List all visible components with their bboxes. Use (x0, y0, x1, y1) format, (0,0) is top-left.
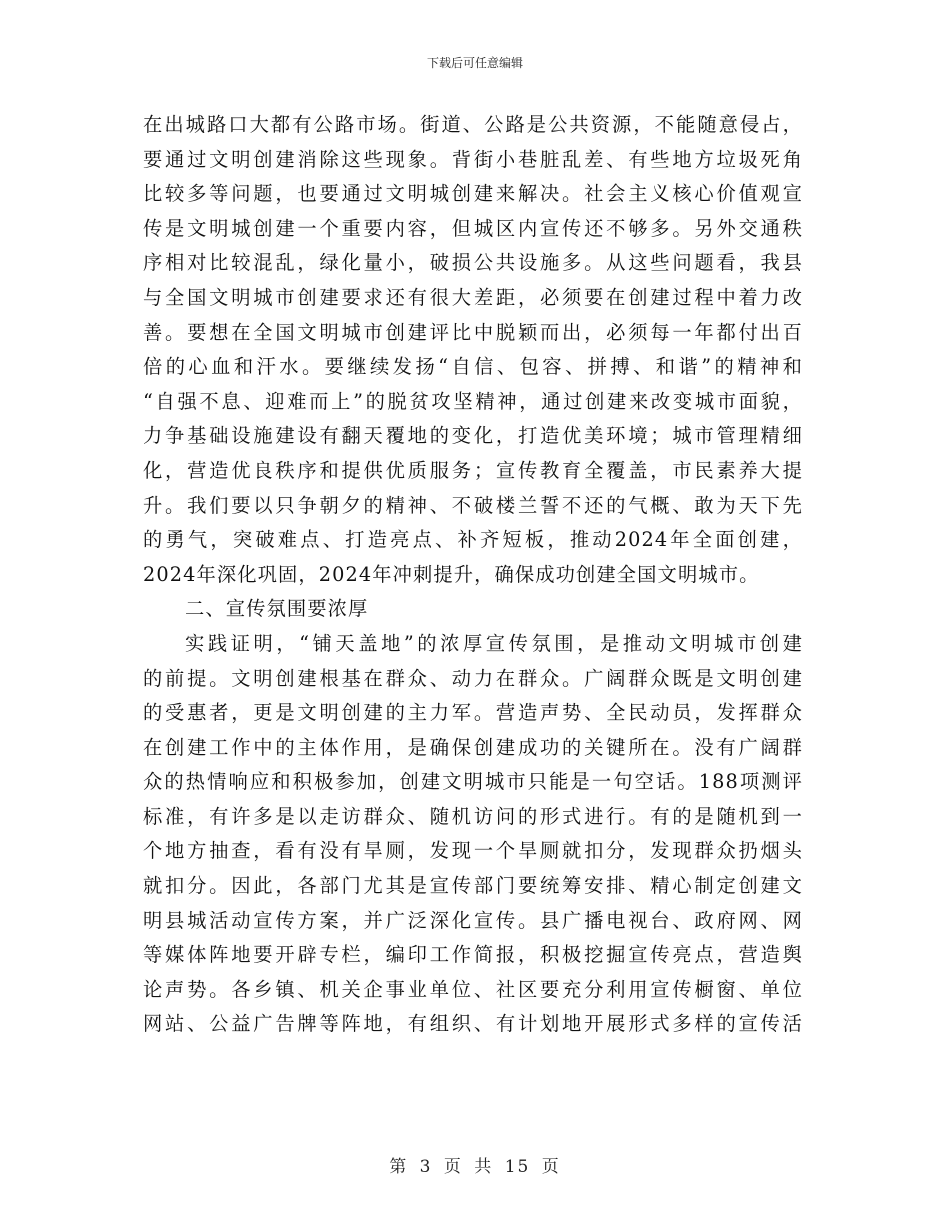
text-line: 升。我们要以只争朝夕的精神、不破楼兰誓不还的气概、敢为天下先 (143, 493, 803, 517)
text-line: 等媒体阵地要开辟专栏，编印工作简报，积极挖掘宣传亮点，营造舆 (143, 943, 803, 967)
page-header: 下载后可任意编辑 (426, 56, 523, 70)
text-line: 网站、公益广告牌等阵地，有组织、有计划地开展形式多样的宣传活 (143, 1012, 803, 1036)
text-line: 的勇气，突破难点、打造亮点、补齐短板，推动2024年全面创建， (143, 528, 803, 552)
text-line: 要通过文明创建消除这些现象。背街小巷脏乱差、有些地方垃圾死角 (143, 147, 803, 171)
text-line: 就扣分。因此，各部门尤其是宣传部门要统筹安排、精心制定创建文 (143, 874, 803, 898)
text-line: “自强不息、迎难而上”的脱贫攻坚精神，通过创建来改变城市面貌， (143, 389, 803, 413)
text-line: 众的热情响应和积极参加，创建文明城市只能是一句空话。188项测评 (143, 770, 803, 794)
document-body (143, 108, 803, 1042)
page-number-footer: 第 3 页 共 15 页 (389, 1157, 561, 1177)
text-line: 比较多等问题，也要通过文明城创建来解决。社会主义核心价值观宣 (143, 182, 803, 206)
text-line: 标准，有许多是以走访群众、随机访问的形式进行。有的是随机到一 (143, 804, 803, 828)
text-line: 与全国文明城市创建要求还有很大差距，必须要在创建过程中着力改 (143, 285, 803, 309)
text-line: 明县城活动宣传方案，并广泛深化宣传。县广播电视台、政府网、网 (143, 908, 803, 932)
text-line: 的受惠者，更是文明创建的主力军。营造声势、全民动员，发挥群众 (143, 701, 803, 725)
text-line: 力争基础设施建设有翻天覆地的变化，打造优美环境；城市管理精细 (143, 424, 803, 448)
text-line: 倍的心血和汗水。要继续发扬“自信、包容、拼搏、和谐”的精神和 (143, 355, 803, 379)
text-line: 化，营造优良秩序和提供优质服务；宣传教育全覆盖，市民素养大提 (143, 458, 803, 482)
text-line: 在创建工作中的主体作用，是确保创建成功的关键所在。没有广阔群 (143, 735, 803, 759)
text-line: 的前提。文明创建根基在群众、动力在群众。广阔群众既是文明创建 (143, 666, 803, 690)
text-line: 序相对比较混乱，绿化量小，破损公共设施多。从这些问题看，我县 (143, 251, 803, 275)
text-line: 个地方抽查，看有没有旱厕，发现一个旱厕就扣分，发现群众扔烟头 (143, 839, 803, 863)
text-line: 2024年深化巩固，2024年冲刺提升，确保成功创建全国文明城市。 (143, 562, 760, 586)
text-line: 在出城路口大都有公路市场。街道、公路是公共资源，不能随意侵占， (143, 113, 803, 136)
text-line: 论声势。各乡镇、机关企事业单位、社区要充分利用宣传橱窗、单位 (143, 977, 803, 1001)
text-line: 实践证明，“铺天盖地”的浓厚宣传氛围，是推动文明城市创建 (185, 631, 803, 655)
text-line: 传是文明城创建一个重要内容，但城区内宣传还不够多。另外交通秩 (143, 216, 803, 240)
text-line: 善。要想在全国文明城市创建评比中脱颖而出，必须每一年都付出百 (143, 320, 803, 344)
section-heading: 二、宣传氛围要浓厚 (185, 597, 369, 621)
